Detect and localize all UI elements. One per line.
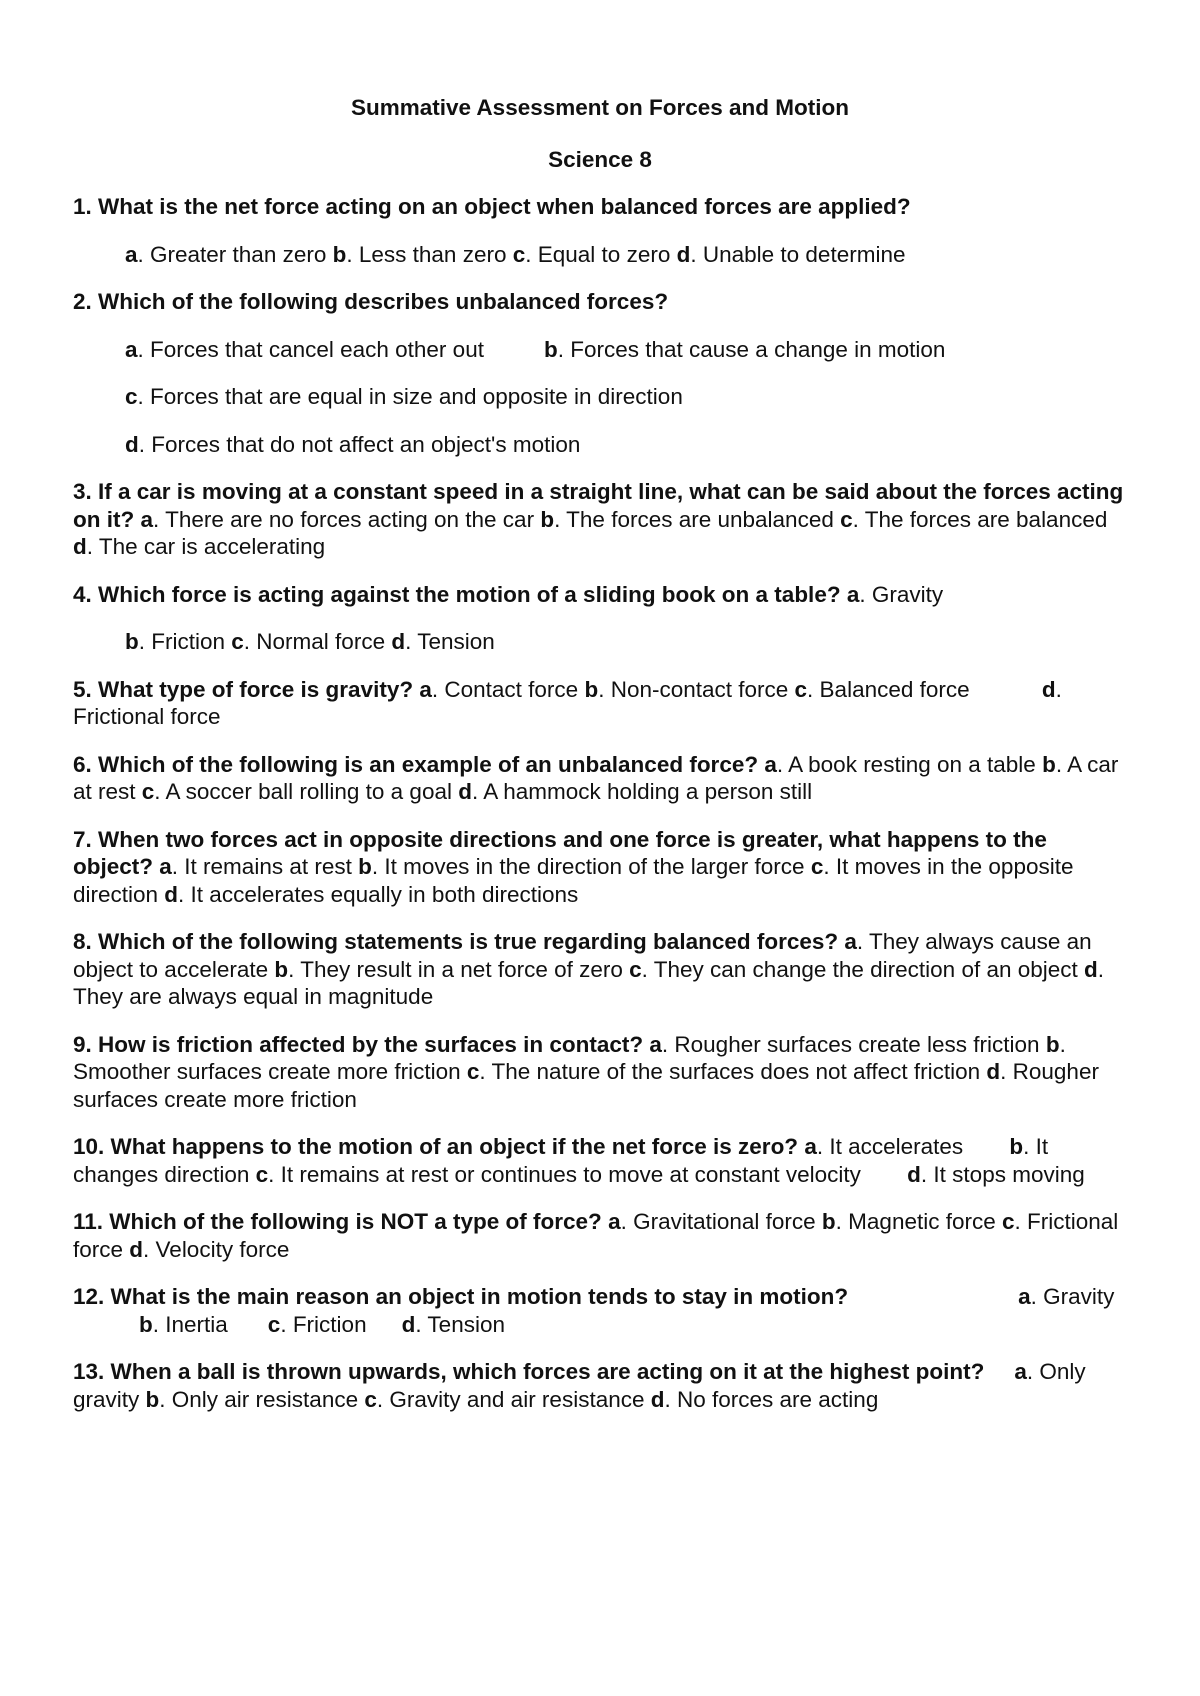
question-4-options <box>125 628 1133 656</box>
option-text: . Rougher surfaces create more friction <box>73 1059 1099 1112</box>
document-title: Summative Assessment on Forces and Motion <box>350 95 850 120</box>
option-letter: a <box>419 676 432 702</box>
option-text: . It changes direction <box>73 1134 1049 1187</box>
option-letter: d <box>986 1059 1001 1084</box>
question-5 <box>73 676 1133 731</box>
question-stem: 2. Which of the following describes unbalanced forces? <box>73 289 669 314</box>
option-letter: c <box>840 506 853 532</box>
option-letter: a <box>159 854 172 879</box>
option-text: . Forces that cancel each other out <box>137 336 484 362</box>
question-stem: 7. When two forces act in opposite directions and one force is greater, what happens to the object? <box>73 826 1047 879</box>
option-text: . No forces are acting <box>664 1386 879 1412</box>
option-text: . Velocity force <box>143 1236 290 1262</box>
question-13 <box>73 1358 1133 1413</box>
option-text: . Gravity and air resistance <box>376 1386 651 1412</box>
option-text: . The forces are unbalanced <box>554 506 841 532</box>
option-letter: b <box>1042 751 1056 777</box>
question-8 <box>73 928 1133 1011</box>
option-letter: d <box>125 431 139 457</box>
option-letter: b <box>1009 1134 1024 1159</box>
question-stem: 10. What happens to the motion of an object if the net force is zero? <box>73 1134 799 1159</box>
option-letter: a <box>1014 1359 1027 1384</box>
question-2-option-d <box>125 431 1133 459</box>
option-letter: c <box>794 676 808 702</box>
option-letter: b <box>543 336 558 362</box>
option-letter: d <box>650 1386 665 1412</box>
question-9 <box>73 1031 1133 1114</box>
option-text: . It moves in the direction of the larger force <box>371 854 811 879</box>
option-letter: d <box>129 1236 144 1262</box>
option-letter: c <box>466 1059 480 1084</box>
option-text: . Friction <box>280 1311 367 1337</box>
option-letter: a <box>649 1031 662 1057</box>
option-letter: c <box>141 779 155 804</box>
question-stem: 6. Which of the following is an example of an unbalanced force? <box>73 751 759 777</box>
option-text: . It remains at rest or continues to move at constant velocity <box>268 1161 868 1187</box>
question-stem: 1. What is the net force acting on an object when balanced forces are applied? <box>73 194 911 219</box>
option-text: . Greater than zero <box>137 241 333 267</box>
option-text: . Rougher surfaces create less friction <box>661 1031 1046 1057</box>
option-letter: c <box>364 1386 377 1412</box>
option-text: . Only gravity <box>73 1359 1086 1412</box>
option-text: . Gravity <box>859 581 944 607</box>
option-letter: d <box>1041 676 1056 702</box>
option-text: . It moves in the opposite direction <box>73 854 1074 907</box>
option-letter: d <box>73 534 87 559</box>
question-2-option-c <box>125 383 1133 411</box>
option-letter: d <box>391 629 406 654</box>
option-letter: c <box>1002 1209 1015 1234</box>
question-stem: 13. When a ball is thrown upwards, which forces are acting on it at the highest point? <box>73 1359 985 1384</box>
option-text: . Frictional force <box>73 1209 1119 1262</box>
option-letter: a <box>1018 1284 1031 1309</box>
question-2-options-ab <box>125 336 1133 364</box>
option-letter: b <box>540 506 555 532</box>
question-stem: 3. If a car is moving at a constant speed in a straight line, what can be said about the forces acting on it? <box>73 479 1124 532</box>
option-text: . It accelerates <box>816 1134 970 1159</box>
question-4 <box>73 581 1133 609</box>
option-letter: b <box>145 1386 160 1412</box>
question-7 <box>73 826 1133 909</box>
option-text: . Tension <box>415 1311 505 1337</box>
option-text: . A car at rest <box>73 751 1119 804</box>
option-text: . Forces that cause a change in motion <box>557 336 946 362</box>
question-stem: 4. Which force is acting against the motion of a sliding book on a table? <box>73 581 841 607</box>
option-text: . A hammock holding a person still <box>471 779 813 804</box>
option-text: . They result in a net force of zero <box>288 956 630 982</box>
option-text: . The car is accelerating <box>86 534 326 559</box>
question-stem: 9. How is friction affected by the surfaces in contact? <box>73 1031 644 1057</box>
option-text: . Magnetic force <box>835 1209 1002 1234</box>
option-letter: d <box>676 241 691 267</box>
option-letter: a <box>140 506 154 532</box>
option-text: . The nature of the surfaces does not affect friction <box>479 1059 987 1084</box>
option-letter: d <box>401 1311 416 1337</box>
option-letter: b <box>125 629 139 654</box>
question-12 <box>73 1283 1133 1338</box>
option-letter: b <box>332 241 347 267</box>
option-text: . They are always equal in magnitude <box>73 956 1105 1009</box>
option-letter: c <box>512 241 526 267</box>
option-text: . Inertia <box>152 1311 228 1337</box>
option-text: . It accelerates equally in both directions <box>178 881 579 907</box>
option-text: . Gravitational force <box>620 1209 822 1234</box>
question-stem: 8. Which of the following statements is true regarding balanced forces? <box>73 929 839 954</box>
option-text: . They can change the direction of an object <box>641 956 1085 982</box>
option-letter: a <box>764 751 777 777</box>
option-letter: b <box>139 1311 153 1337</box>
option-letter: c <box>231 629 244 654</box>
option-text: . Forces that are equal in size and opposite in direction <box>137 384 683 409</box>
option-letter: b <box>1045 1031 1060 1057</box>
question-6 <box>73 751 1133 806</box>
option-text: . Equal to zero <box>525 241 677 267</box>
option-text: . A soccer ball rolling to a goal <box>154 779 459 804</box>
option-letter: b <box>584 676 599 702</box>
option-letter: c <box>267 1311 281 1337</box>
option-letter: c <box>629 956 642 982</box>
option-letter: d <box>907 1161 921 1187</box>
option-letter: b <box>274 956 289 982</box>
option-text: . They always cause an object to accelerate <box>73 929 1092 982</box>
option-text: . Non-contact force <box>598 676 795 702</box>
option-text: . There are no forces acting on the car <box>153 506 541 532</box>
option-text: . Forces that do not affect an object's motion <box>138 431 581 457</box>
option-text: . Unable to determine <box>690 241 906 267</box>
option-letter: a <box>125 336 138 362</box>
question-2-stem <box>73 288 1133 316</box>
option-text: . Only air resistance <box>159 1386 365 1412</box>
question-11 <box>73 1208 1133 1263</box>
option-letter: a <box>844 929 857 954</box>
option-text: . A book resting on a table <box>776 751 1043 777</box>
option-text: . Normal force <box>243 629 392 654</box>
document-subtitle: Science 8 <box>548 147 652 172</box>
option-text: . The forces are balanced <box>852 506 1108 532</box>
option-letter: b <box>821 1209 836 1234</box>
option-letter: c <box>255 1161 269 1187</box>
option-letter: a <box>846 581 860 607</box>
option-text: . Frictional force <box>73 676 1062 729</box>
option-text: . Smoother surfaces create more friction <box>73 1031 1066 1084</box>
option-letter: d <box>1084 956 1098 982</box>
question-3 <box>73 478 1133 561</box>
question-1-options <box>125 241 1133 269</box>
option-letter: c <box>125 384 138 409</box>
option-text: . Less than zero <box>346 241 513 267</box>
option-letter: a <box>608 1209 621 1234</box>
question-list <box>73 193 1133 1433</box>
option-text: . It remains at rest <box>171 854 359 879</box>
option-letter: d <box>164 881 179 907</box>
option-text: . Tension <box>405 629 495 654</box>
option-text: . Gravity <box>1030 1284 1115 1309</box>
question-10 <box>73 1133 1133 1188</box>
option-letter: c <box>810 854 824 879</box>
option-letter: b <box>358 854 372 879</box>
question-1-stem <box>73 193 1133 221</box>
option-letter: a <box>125 241 138 267</box>
option-text: . Friction <box>138 629 232 654</box>
option-text: . Contact force <box>431 676 585 702</box>
option-text: . Balanced force <box>807 676 976 702</box>
option-text: . It stops moving <box>920 1161 1085 1187</box>
option-letter: a <box>804 1134 817 1159</box>
option-letter: d <box>458 779 472 804</box>
question-stem: 11. Which of the following is NOT a type of force? <box>73 1209 602 1234</box>
question-stem: 12. What is the main reason an object in motion tends to stay in motion? <box>73 1284 849 1309</box>
question-stem: 5. What type of force is gravity? <box>73 676 414 702</box>
